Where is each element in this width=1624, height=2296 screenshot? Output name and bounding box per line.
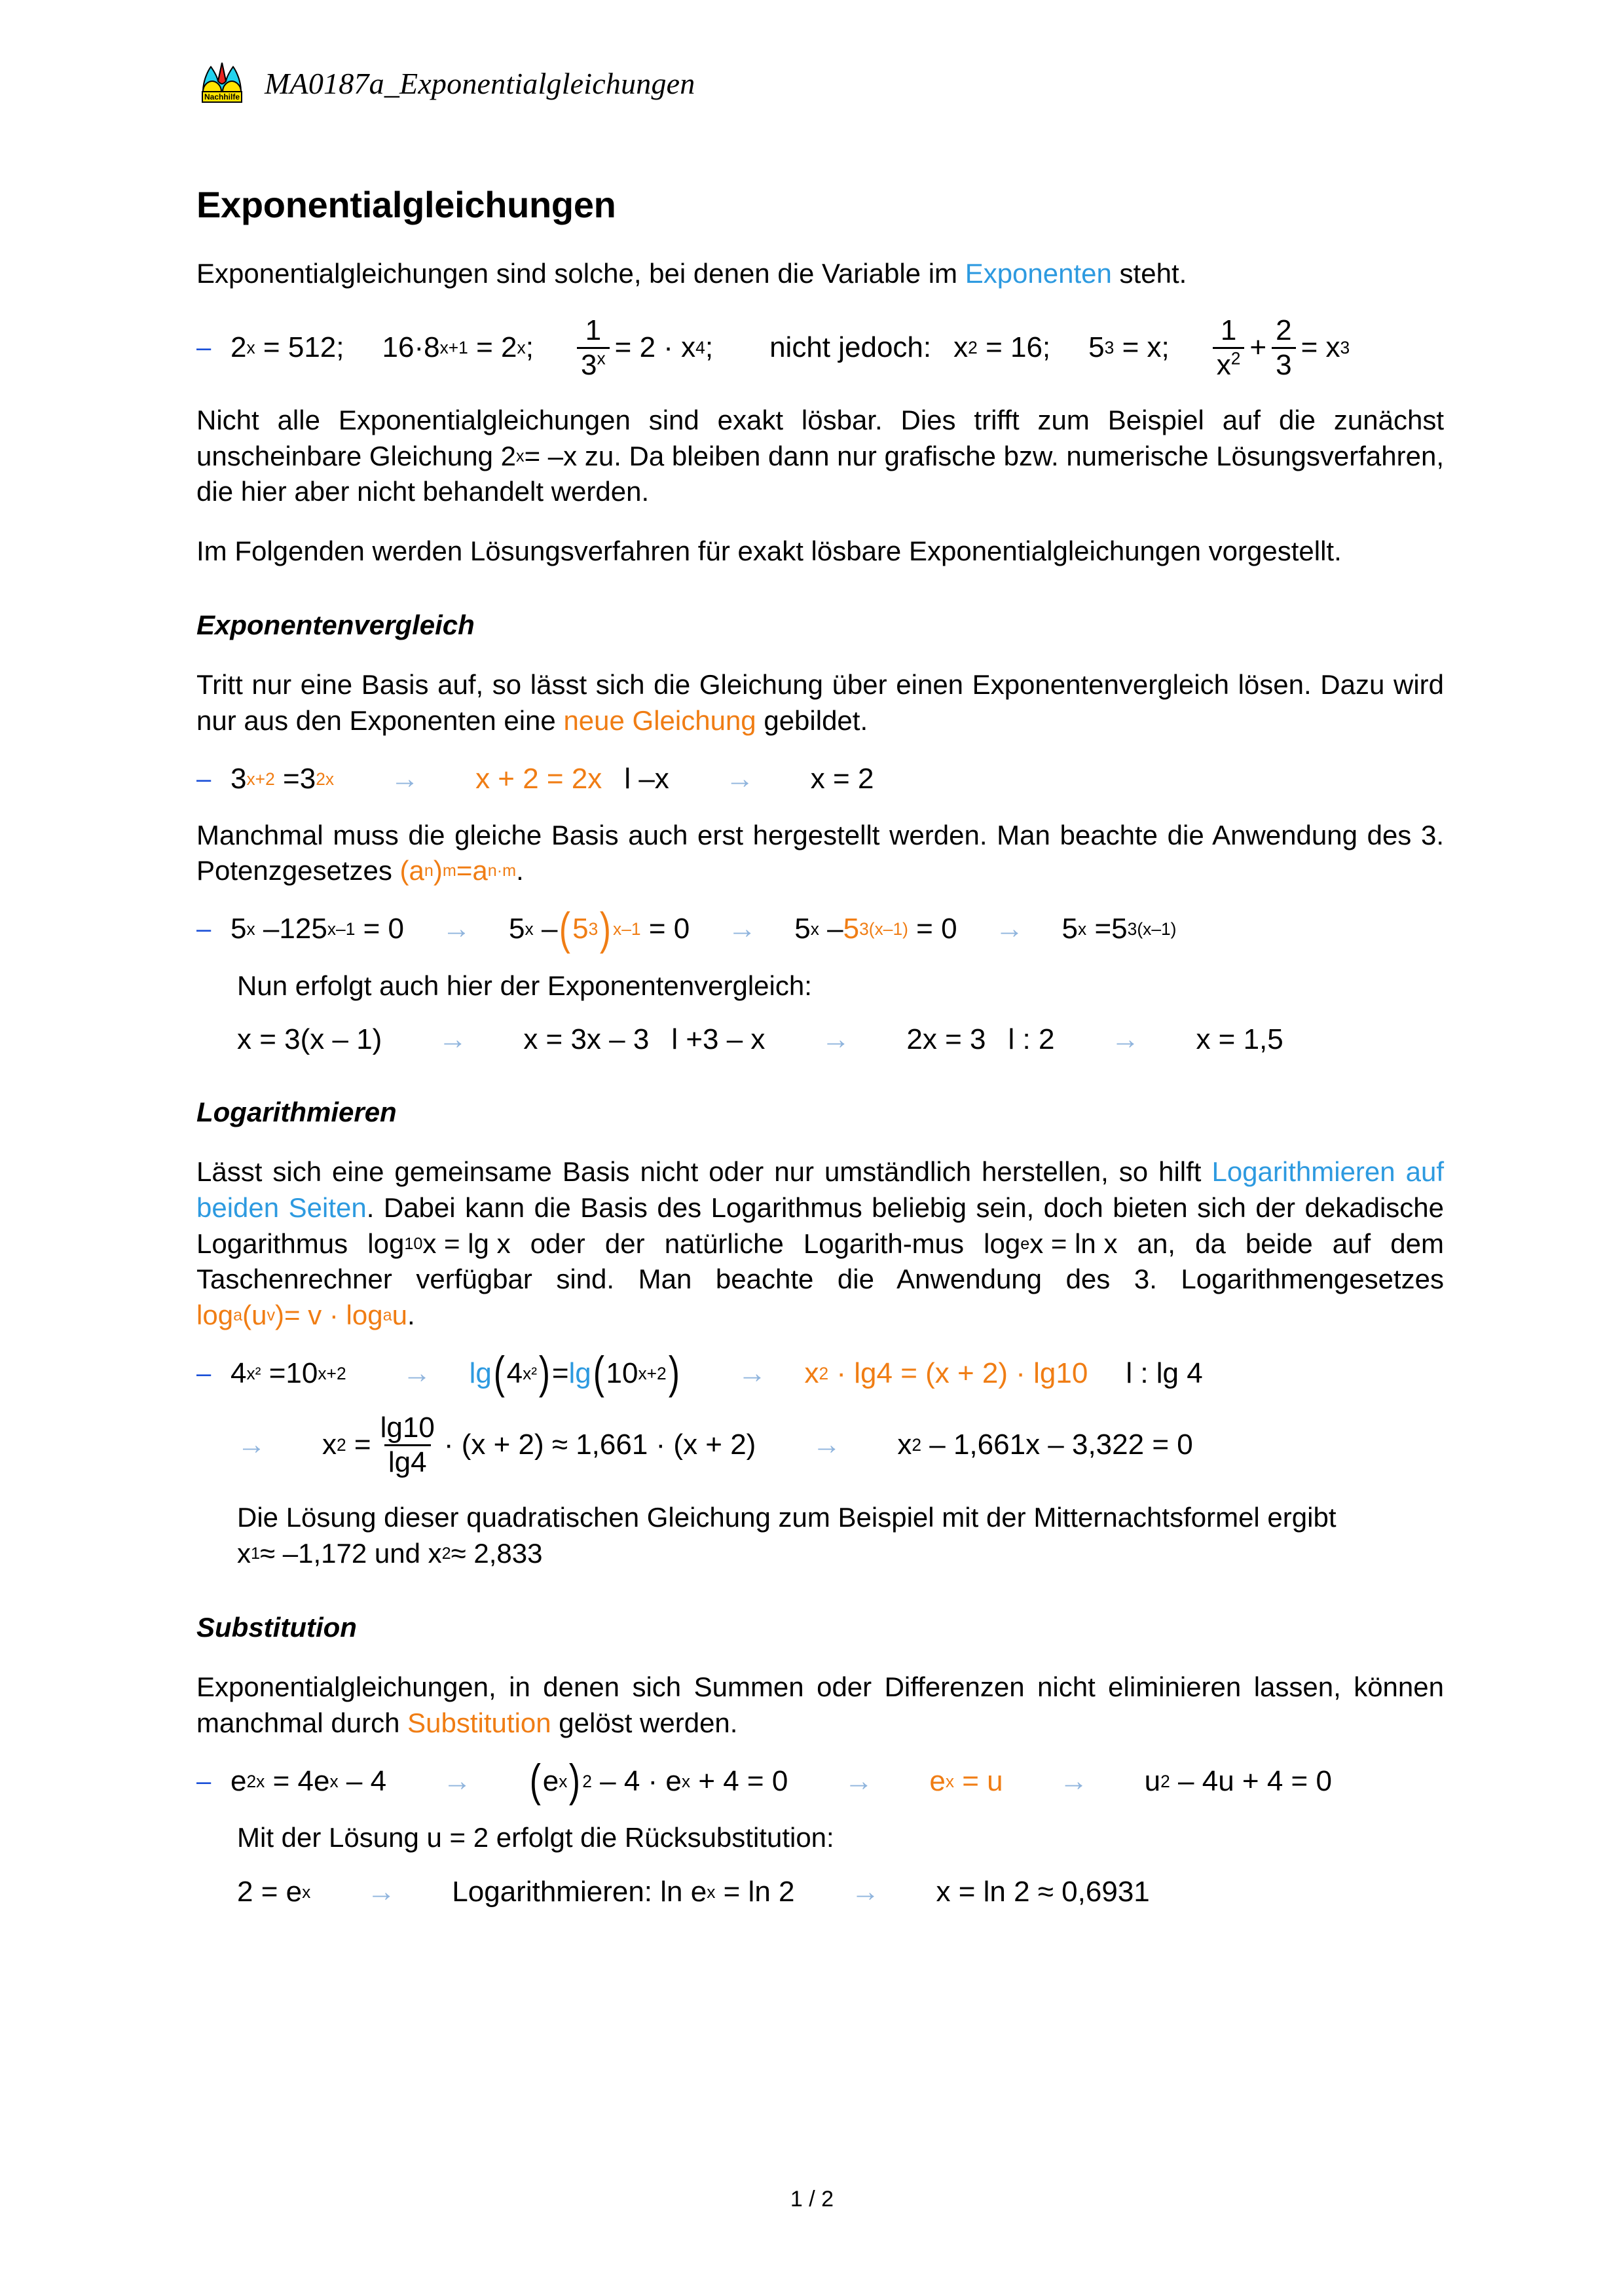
text-nun-erfolgt: Nun erfolgt auch hier der Exponentenvergleich: <box>237 970 812 1001</box>
eq2-a: 16 <box>382 331 415 364</box>
intro-text-a: Exponentialgleichungen sind solche, bei denen die Variable im <box>196 258 965 289</box>
arrow-icon: → <box>821 1023 851 1056</box>
subst-a: Exponentialgleichungen, in denen sich Summen oder Differenzen nicht eliminieren lassen, können manchmal durch <box>196 1671 1444 1738</box>
arrow-icon: → <box>725 762 754 795</box>
arrow-icon: → <box>1111 1023 1140 1056</box>
page-footer <box>0 2187 1624 2212</box>
subst-b: gelöst werden. <box>551 1707 738 1738</box>
mit-eq: u = 2 <box>426 1822 489 1853</box>
eq-step1: 5 x – 125 x–1 = 0 <box>231 913 405 945</box>
paren-left: ( <box>593 1348 604 1398</box>
paren-left: ( <box>529 1756 541 1806</box>
arrow-icon: → <box>390 762 420 795</box>
paragraph-laesst-sich <box>196 1154 1444 1333</box>
formula-row-exponent-solve <box>196 1023 1444 1056</box>
section-heading-substitution: Substitution <box>196 1612 357 1643</box>
arrow-icon: → <box>844 1764 874 1797</box>
page-title: Exponentialgleichungen <box>196 184 616 225</box>
eq2-dot: · <box>414 331 424 364</box>
formula-row-4x2-10x2 <box>196 1348 1444 1398</box>
intro-highlight: Exponenten <box>965 258 1112 289</box>
solution-text: Die Lösung dieser quadratischen Gleichung zum Beispiel mit der Mitternachtsformel ergibt <box>237 1501 1337 1533</box>
fraction-1-x2: $\frac{1}{x^2}$ <box>1213 316 1245 380</box>
manchmal-b: . <box>516 855 524 886</box>
solve-step-2: x = 3x – 3 <box>523 1023 650 1056</box>
eq1-rest: = 512; <box>263 331 344 364</box>
derived-equation: x + 2 = 2x <box>475 762 602 795</box>
fraction-lg10-lg4 <box>377 1413 439 1478</box>
result-x-2: x = 2 <box>810 762 874 795</box>
inline-log10: log 10 x = lg x <box>367 1228 511 1259</box>
eq2-eq: = <box>476 331 493 364</box>
intro-paragraph <box>196 256 1444 292</box>
solve-step-3: 2x = 3 <box>906 1023 986 1056</box>
laesst-highlight: Logarithmieren auf beiden Seiten <box>196 1156 1444 1224</box>
solution-x1: x 1 ≈ –1,172 <box>237 1537 367 1569</box>
arrow-icon: → <box>728 913 757 945</box>
paren-right: ) <box>600 903 612 954</box>
paragraph-tritt-nur <box>196 667 1444 738</box>
arrow-icon: → <box>851 1876 880 1908</box>
logo-label: Nachhilfe <box>204 92 240 101</box>
bullet-dash: – <box>196 915 212 944</box>
fraction-1-3x <box>577 316 610 380</box>
mit-a: Mit der Lösung <box>237 1822 427 1853</box>
eq-quadratic: x 2 – 1,661x – 3,322 = 0 <box>897 1429 1193 1461</box>
frac-denominator: 3$^x$ <box>577 347 610 380</box>
formula-row-ruecksubstitution <box>196 1876 1444 1908</box>
condition-minus-x: l –x <box>624 762 669 795</box>
eq-back-step2: Logarithmieren: ln e x = ln 2 <box>452 1876 795 1908</box>
text-mit-der-loesung <box>196 1820 1444 1856</box>
laesst-b: . Dabei kann die Basis des Logarithmus beliebig sein, doch bieten sich der dekadische Logarithmus <box>196 1192 1444 1259</box>
big-parenthesis-group: ( 4 x² ) <box>493 1348 550 1398</box>
bullet-dash: – <box>196 764 212 793</box>
formula-row-x2-lg-fraction <box>196 1413 1444 1478</box>
frac-denominator: lg4 <box>384 1444 431 1478</box>
tritt-highlight: neue Gleichung <box>563 704 756 736</box>
laesst-d: an, da beide auf dem Taschenrechner verfügbar sind. Man beachte die Anwendung des 3. Logarithmengesetzes <box>196 1228 1445 1295</box>
arrow-icon: → <box>443 1764 472 1797</box>
paren-right: ) <box>668 1348 680 1398</box>
eq-step3: 5 x – 5 3(x–1) = 0 <box>794 913 957 945</box>
big-parenthesis-group: ( 10 x+2 ) <box>593 1348 680 1398</box>
arrow-icon: → <box>995 913 1024 945</box>
subst-highlight: Substitution <box>407 1707 551 1738</box>
tritt-b: gebildet. <box>756 704 868 736</box>
eq-subst-assign: e x = u <box>929 1764 1003 1797</box>
paren-right: ) <box>538 1348 550 1398</box>
paren-left: ( <box>493 1348 505 1398</box>
arrow-icon: → <box>367 1876 396 1908</box>
arrow-icon: → <box>442 913 471 945</box>
nicht-jedoch-label: nicht jedoch: <box>769 331 932 364</box>
section-heading-logarithmieren: Logarithmieren <box>196 1097 397 1128</box>
eq1-base: 2 <box>231 331 247 364</box>
document-content <box>196 183 1444 1931</box>
paren-right: ) <box>569 1756 581 1806</box>
lg-left: lg <box>469 1357 492 1389</box>
solution-x2: x 2 ≈ 2,833 <box>428 1537 543 1569</box>
mit-b: erfolgt die Rücksubstitution: <box>489 1822 834 1853</box>
arrow-icon: → <box>812 1429 841 1461</box>
bullet-dash: – <box>196 1766 212 1796</box>
arrow-icon: → <box>438 1023 468 1056</box>
potenzgesetz-formula: ( a n ) m = a n·m <box>399 855 517 886</box>
paragraph-mitternachtsformel <box>196 1500 1444 1571</box>
eq-3x2-eq-32x: 3 x+2 = 3 2x <box>231 762 335 795</box>
paren-left: ( <box>559 903 571 954</box>
section-heading-exponentenvergleich: Exponentenvergleich <box>196 610 475 641</box>
eq-subst-step1: e 2x = 4e x – 4 <box>231 1764 387 1797</box>
eq-back-step3: x = ln 2 ≈ 0,6931 <box>936 1876 1150 1908</box>
inline-loge: log e x = ln x <box>984 1228 1118 1259</box>
eq-log-step3: x 2 · lg4 = (x + 2) · lg10 <box>804 1357 1088 1389</box>
formula-row-5x-125 <box>196 903 1444 954</box>
arrow-icon: → <box>237 1429 266 1461</box>
paragraph-nicht-alle <box>196 403 1444 510</box>
inline-eq-2x-negx: 2 x = –x <box>500 440 578 471</box>
arrow-icon: → <box>1059 1764 1088 1797</box>
solve-step-4: x = 1,5 <box>1196 1023 1283 1056</box>
frac-eq-rest: = 2 · x <box>614 331 696 364</box>
eq-frac-1-3x: $\frac{1}{3^x}$ = 2 · x 4 ; <box>572 316 713 380</box>
eq-53-x: 5 3 = x; <box>1088 331 1170 364</box>
solve-cond-2: l +3 – x <box>671 1023 766 1056</box>
example-row-1 <box>196 316 1444 380</box>
paragraph-im-folgenden: Im Folgenden werden Lösungsverfahren für exakt lösbare Exponentialgleichungen vorgestellt. <box>196 535 1342 566</box>
logarithmengesetz-formula: log a (u v ) = v · log a u <box>196 1299 407 1330</box>
laesst-c: oder der natürliche Logarith-mus <box>510 1228 984 1259</box>
nachhilfe-logo-icon <box>196 58 248 109</box>
eq-subst-step2: ( e x ) 2 – 4 · e x + 4 = 0 <box>528 1764 788 1798</box>
frac-numerator: lg10 <box>380 1411 435 1444</box>
bullet-dash: – <box>196 1358 212 1388</box>
page-header <box>196 58 695 109</box>
eq2-rbase: 2 <box>501 331 517 364</box>
eq-x2-16: x 2 = 16; <box>953 331 1051 364</box>
laesst-e: . <box>407 1299 415 1330</box>
arrow-icon: → <box>737 1357 767 1389</box>
fraction-2-3: $\frac{2}{3}$ <box>1272 316 1295 380</box>
solve-cond-3: l : 2 <box>1008 1023 1055 1056</box>
intro-text-b: steht. <box>1111 258 1187 289</box>
paragraph-manchmal <box>196 818 1444 889</box>
tritt-a: Tritt nur eine Basis auf, so lässt sich die Gleichung über einen Exponentenvergleich lösen. Dazu wird nur aus den Exponenten eine <box>196 669 1444 736</box>
bullet-dash: – <box>196 333 212 363</box>
formula-row-3x2-32x <box>196 763 1444 795</box>
eq-step4: 5 x = 5 3(x–1) <box>1061 913 1177 945</box>
big-parenthesis-group: ( 5 3 ) <box>559 903 612 954</box>
paragraph-substitution <box>196 1669 1444 1741</box>
formula-row-substitution <box>196 1756 1444 1806</box>
para-nicht-alle-b: zu. Da bleiben dann nur grafische bzw. numerische Lösungsverfahren, die hier aber nicht behandelt werden. <box>196 440 1444 507</box>
manchmal-a: Manchmal muss die gleiche Basis auch erst hergestellt werden. Man beachte die Anwendung des 3. Potenzgesetzes <box>196 819 1444 886</box>
eq-frac-sum-x3: $\frac{1}{x^2}$ + $\frac{2}{3}$ = x 3 <box>1208 316 1350 380</box>
header-document-code: MA0187a_Exponentialgleichungen <box>265 66 695 100</box>
frac-numerator: 1 <box>585 314 602 346</box>
eq2-semi: ; <box>525 331 534 364</box>
big-parenthesis-group: ( e x ) <box>529 1756 581 1806</box>
eq-back-step1: 2 = e x <box>237 1876 311 1908</box>
laesst-a: Lässt sich eine gemeinsame Basis nicht oder nur umständlich herstellen, so hilft <box>196 1156 1212 1188</box>
eq-subst-quadratic: u 2 – 4u + 4 = 0 <box>1144 1764 1332 1797</box>
eq-16-8x1: 16 · 8 x+1 = 2 x ; <box>382 331 534 364</box>
eq-log-step1: 4 x² = 10 x+2 <box>231 1357 346 1389</box>
eq-step2: 5 x – ( 5 3 ) x–1 = 0 <box>509 903 690 954</box>
arrow-icon: → <box>402 1357 432 1389</box>
page-number: 1 / 2 <box>790 2187 834 2212</box>
eq-2x-512: 2 x = 512; <box>231 331 344 364</box>
eq-log-step2: lg ( 4 x² ) = lg ( 10 x+2 ) <box>470 1357 682 1390</box>
eq2-base: 8 <box>424 331 440 364</box>
solution-and: und <box>367 1537 428 1569</box>
para-nicht-alle-a: Nicht alle Exponentialgleichungen sind exakt lösbar. Dies trifft zum Beispiel auf die zunächst unscheinbare Gleichung <box>196 404 1444 471</box>
solve-step-1: x = 3(x – 1) <box>237 1023 382 1056</box>
log-condition: l : lg 4 <box>1126 1357 1203 1389</box>
lg-right: lg <box>568 1357 591 1389</box>
eq-fraction-lg: x 2 = $\frac{\lg 10}{\lg 4}$ · (x + 2) ≈ 1,661 · (x + 2) <box>322 1411 756 1478</box>
